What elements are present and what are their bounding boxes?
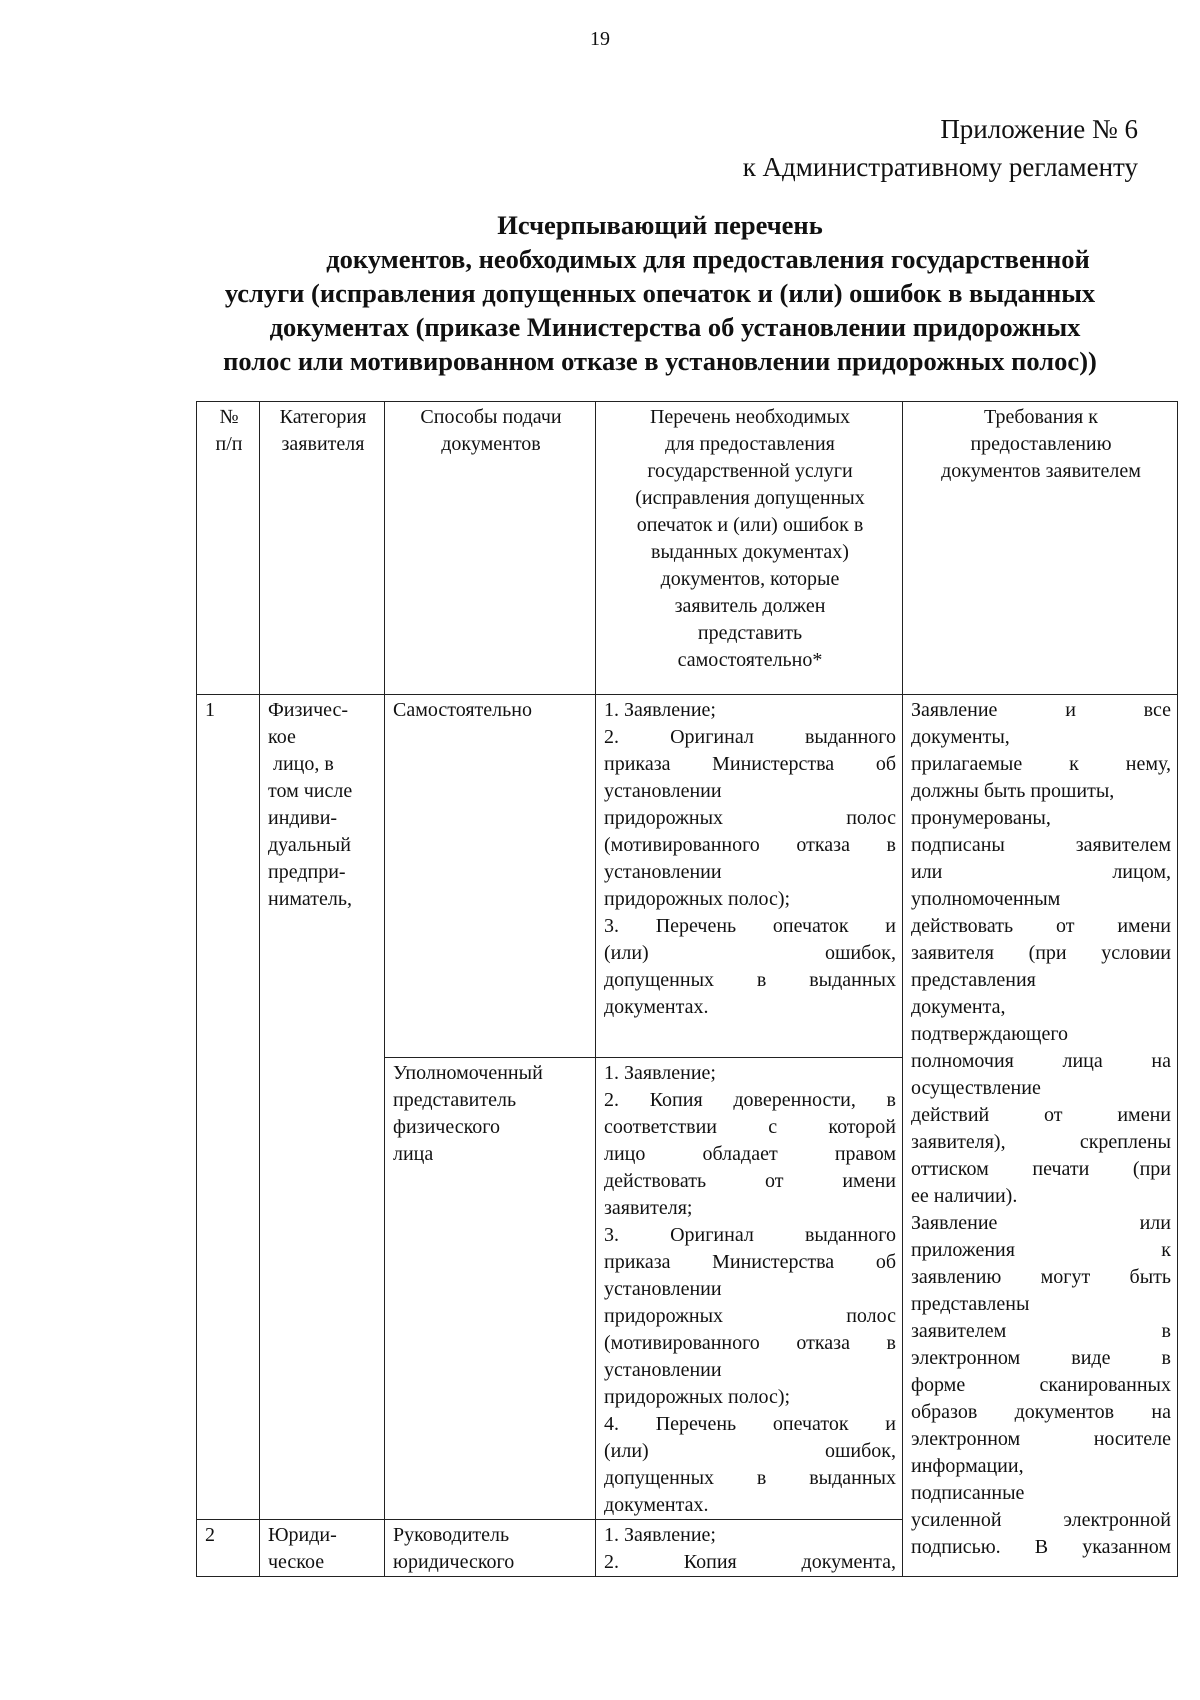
text-line: предоставлению (970, 433, 1112, 455)
text-line: соответствии с которой (604, 1116, 896, 1138)
text-line: (или) ошибок, (604, 942, 896, 964)
text-line: 2. Оригинал выданного (604, 726, 896, 748)
text-line: 3. Оригинал выданного (604, 1224, 896, 1246)
row2-method (385, 1520, 596, 1577)
header-num (197, 402, 260, 695)
title-line-3: услуги (исправления допущенных опечаток и (или) ошибок в выданных (224, 278, 1096, 308)
header-methods (385, 402, 596, 695)
text-line: ниматель, (268, 888, 353, 910)
text-line: допущенных в выданных (604, 969, 896, 991)
text-line: приказа Министерства об (604, 1251, 896, 1273)
row1-method-representative (385, 1058, 596, 1520)
text-line: заявителя (при условии (911, 942, 1171, 964)
text-line: ческое (268, 1551, 325, 1573)
text-line: предпри- (268, 861, 346, 883)
text-line: лица (393, 1143, 434, 1165)
header-category (260, 402, 385, 695)
text-line: придорожных полос); (604, 888, 791, 910)
text-line: документов, которые (660, 568, 840, 590)
text-line: придорожных полос); (604, 1386, 791, 1408)
text-line: Уполномоченный (393, 1062, 543, 1084)
text-line: (исправления допущенных (635, 487, 865, 509)
text-line: осуществление (911, 1077, 1041, 1099)
table-row (197, 695, 1178, 1058)
title-line-1: Исчерпывающий перечень (497, 210, 823, 240)
text-line: выданных документах) (651, 541, 849, 563)
text-line: усиленной электронной (911, 1509, 1171, 1531)
row2-category (260, 1520, 385, 1577)
text-line: подписанные (911, 1482, 1025, 1504)
text-line: заявителем в (911, 1320, 1171, 1342)
documents-table (196, 401, 1178, 1577)
appendix-header (743, 110, 1138, 186)
text-line: самостоятельно* (677, 649, 823, 671)
text-line: пронумерованы, (911, 807, 1051, 829)
row2-num: 2 (197, 1520, 260, 1577)
text-line: опечаток и (или) ошибок в (636, 514, 864, 536)
text-line: лицо, в (268, 753, 334, 775)
text-line: п/п (215, 433, 243, 455)
text-line: юридического (393, 1551, 515, 1573)
text-line: физического (393, 1116, 500, 1138)
text-line: индиви- (268, 807, 338, 829)
appendix-line-1: Приложение № 6 (940, 114, 1138, 144)
text-line: № (219, 406, 239, 428)
text-line: заявителя), скреплены (911, 1131, 1171, 1153)
text-line: Перечень необходимых (649, 406, 851, 428)
text-line: установлении (604, 861, 722, 883)
text-line: кое (268, 726, 296, 748)
header-requirements (903, 402, 1178, 695)
text-line: Физичес- (268, 699, 349, 721)
text-line: установлении (604, 780, 722, 802)
text-line: лицо обладает правом (604, 1143, 896, 1165)
text-line: оттиском печати (при (911, 1158, 1171, 1180)
text-line: подтверждающего (911, 1023, 1069, 1045)
text-line: 1. Заявление; (604, 1524, 716, 1546)
text-line: дуальный (268, 834, 351, 856)
text-line: 2. Копия документа, (604, 1551, 896, 1573)
header-documents (596, 402, 903, 695)
text-line: (мотивированного отказа в (604, 1332, 896, 1354)
text-line: электронном носителе (911, 1428, 1171, 1450)
text-line: допущенных в выданных (604, 1467, 896, 1489)
text-line: Юриди- (268, 1524, 337, 1546)
row1-num: 1 (197, 695, 260, 1520)
text-line: приложения к (911, 1239, 1171, 1261)
text-line: для предоставления (665, 433, 835, 455)
text-line: должны быть прошиты, (911, 780, 1115, 802)
text-line: информации, (911, 1455, 1024, 1477)
text-line: 2. Копия доверенности, в (604, 1089, 896, 1111)
text-line: придорожных полос (604, 807, 896, 829)
text-line: документы, (911, 726, 1010, 748)
text-line: полномочия лица на (911, 1050, 1171, 1072)
row1-method-self: Самостоятельно (385, 695, 596, 1058)
text-line: Заявление или (911, 1212, 1171, 1234)
appendix-line-2: к Административному регламенту (742, 152, 1138, 182)
text-line: действовать от имени (911, 915, 1171, 937)
text-line: представлены (911, 1293, 1030, 1315)
row1-docs-self (596, 695, 903, 1058)
text-line: электронном виде в (911, 1347, 1171, 1369)
text-line: установлении (604, 1278, 722, 1300)
text-line: Требования к (984, 406, 1098, 428)
page-number: 19 (590, 28, 610, 50)
text-line: документов (441, 433, 541, 455)
text-line: Заявление и все (911, 699, 1171, 721)
text-line: 3. Перечень опечаток и (604, 915, 896, 937)
requirements-cell (903, 695, 1178, 1577)
table-header-row (197, 402, 1178, 695)
title-line-2: документов, необходимых для предоставления государственной (326, 244, 1090, 274)
text-line: представить (697, 622, 803, 644)
text-line: Руководитель (393, 1524, 510, 1546)
text-line: документах. (604, 1494, 709, 1516)
row1-docs-representative (596, 1058, 903, 1520)
text-line: прилагаемые к нему, (911, 753, 1171, 775)
text-line: форме сканированных (911, 1374, 1171, 1396)
text-line: документах. (604, 996, 709, 1018)
text-line: 1. Заявление; (604, 699, 716, 721)
text-line: заявитель должен (674, 595, 826, 617)
text-line: или лицом, (911, 861, 1171, 883)
text-line: приказа Министерства об (604, 753, 896, 775)
text-line: том числе (268, 780, 353, 802)
text-line: установлении (604, 1359, 722, 1381)
text-line: Категория (279, 406, 367, 428)
text-line: действий от имени (911, 1104, 1171, 1126)
text-line: (или) ошибок, (604, 1440, 896, 1462)
text-line: действовать от имени (604, 1170, 896, 1192)
text-line: представления (911, 969, 1036, 991)
text-line: уполномоченным (911, 888, 1061, 910)
text-line: государственной услуги (647, 460, 853, 482)
text-line: представитель (393, 1089, 517, 1111)
text-line: 1. Заявление; (604, 1062, 716, 1084)
text-line: подписаны заявителем (911, 834, 1171, 856)
text-line: подписью. В указанном (911, 1536, 1171, 1558)
title-line-5: полос или мотивированном отказе в установлении придорожных полос)) (223, 346, 1097, 376)
text-line: 4. Перечень опечаток и (604, 1413, 896, 1435)
title-line-4: документах (приказе Министерства об установлении придорожных (269, 312, 1081, 342)
text-line: документов заявителем (941, 460, 1141, 482)
text-line: заявителя; (604, 1197, 693, 1219)
text-line: (мотивированного отказа в (604, 834, 896, 856)
text-line: Способы подачи (420, 406, 562, 428)
text-line: заявителя (281, 433, 365, 455)
row1-category (260, 695, 385, 1520)
text-line: образов документов на (911, 1401, 1171, 1423)
text-line: документа, (911, 996, 1006, 1018)
text-line: заявлению могут быть (911, 1266, 1171, 1288)
text-line: придорожных полос (604, 1305, 896, 1327)
row2-docs (596, 1520, 903, 1577)
document-title (170, 208, 1150, 378)
text-line: ее наличии). (911, 1185, 1018, 1207)
